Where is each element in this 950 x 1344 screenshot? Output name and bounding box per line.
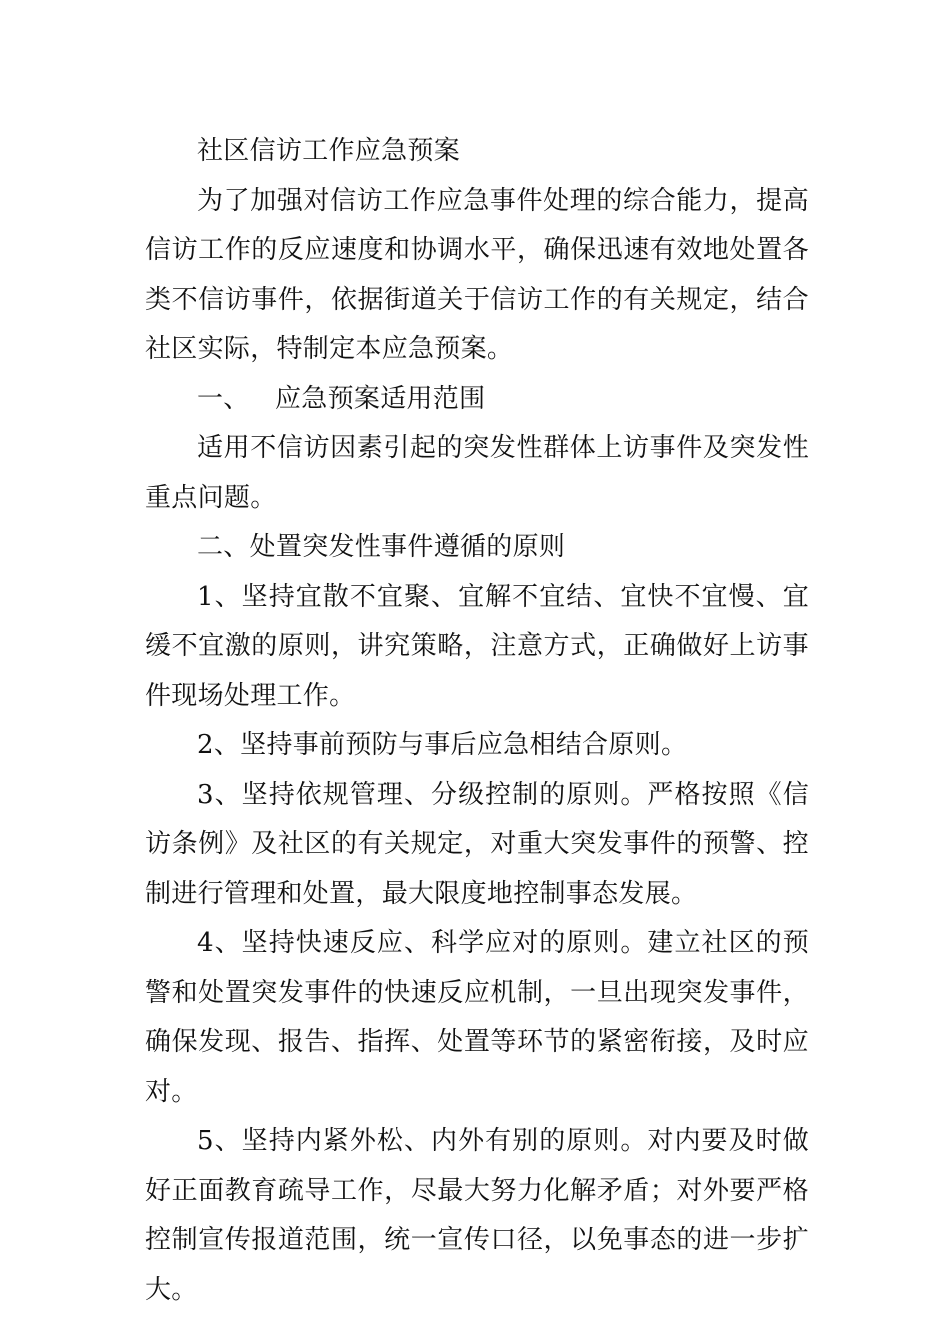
section-1-body: 适用不信访因素引起的突发性群体上访事件及突发性重点问题。	[145, 433, 809, 513]
section-1-number: 一、	[197, 383, 250, 414]
principle-item-1: 1、坚持宜散不宜聚、宜解不宜结、宜快不宜慢、宜缓不宜激的原则，讲究策略，注意方式，正确做好上访事件现场处理工作。	[145, 581, 809, 711]
section-1-title: 应急预案适用范围	[275, 383, 486, 414]
intro-paragraph: 为了加强对信访工作应急事件处理的综合能力，提高信访工作的反应速度和协调水平，确保迅速有效地处置各类不信访事件，依据街道关于信访工作的有关规定，结合社区实际，特制定本应急预案。	[145, 185, 809, 364]
section-1-heading	[145, 375, 809, 425]
principle-item-5: 5、坚持内紧外松、内外有别的原则。对内要及时做好正面教育疏导工作，尽最大努力化解矛盾；对外要严格控制宣传报道范围，统一宣传口径，以免事态的进一步扩大。	[145, 1126, 809, 1305]
document-page	[145, 127, 809, 1315]
principle-item-4: 4、坚持快速反应、科学应对的原则。建立社区的预警和处置突发事件的快速反应机制，一旦出现突发事件，确保发现、报告、指挥、处置等环节的紧密衔接，及时应对。	[145, 928, 809, 1107]
principle-item-2: 2、坚持事前预防与事后应急相结合原则。	[197, 730, 688, 760]
principle-item-3: 3、坚持依规管理、分级控制的原则。严格按照《信访条例》及社区的有关规定，对重大突发事件的预警、控制进行管理和处置，最大限度地控制事态发展。	[145, 779, 809, 909]
section-2-heading: 二、处置突发性事件遵循的原则	[197, 532, 566, 562]
document-title: 社区信访工作应急预案	[197, 136, 461, 166]
